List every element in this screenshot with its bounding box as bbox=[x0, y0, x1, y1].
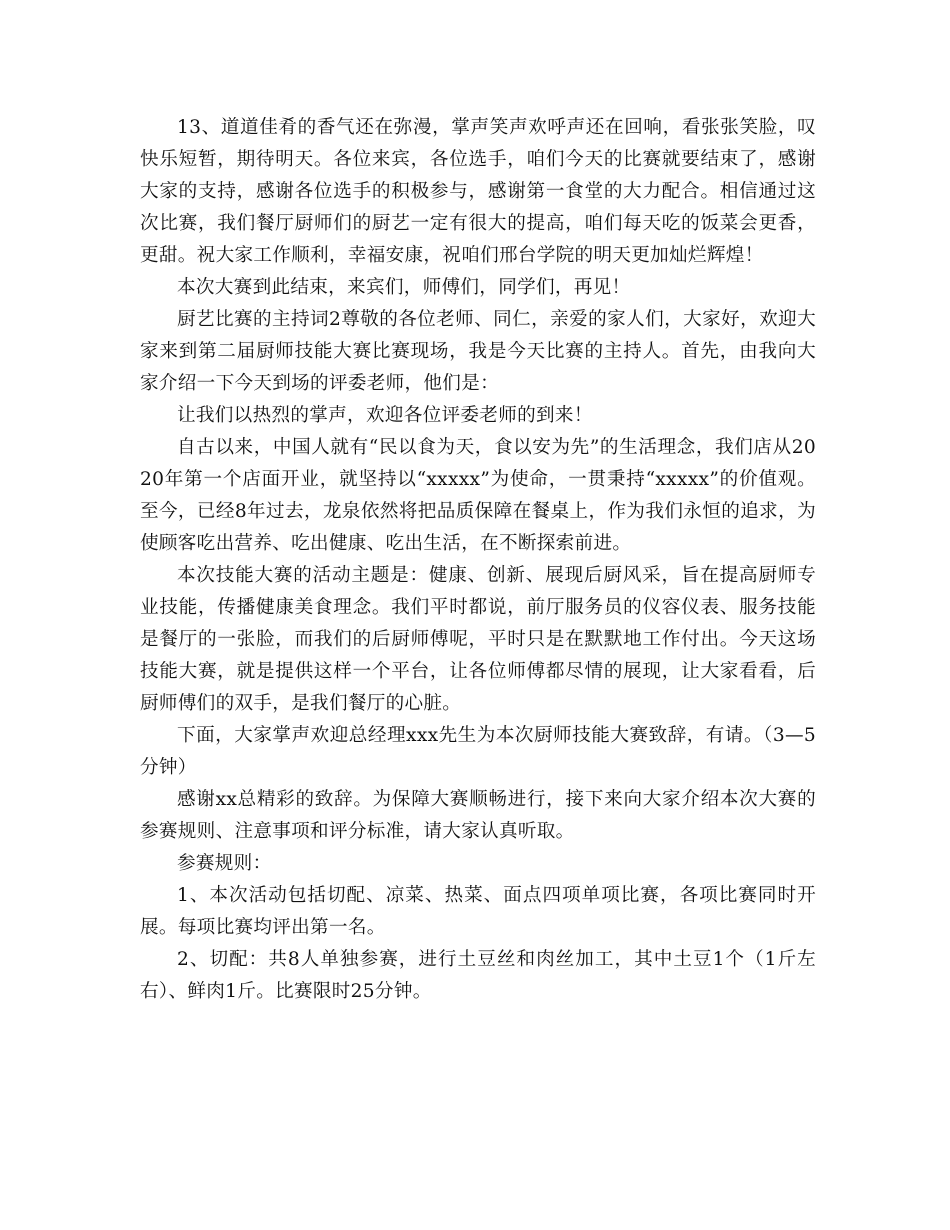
paragraph-contest-theme: 本次技能大赛的活动主题是：健康、创新、展现后厨风采，旨在提高厨师专业技能，传播健康美食理念。我们平时都说，前厅服务员的仪容仪表、服务技能是餐厅的一张脸，而我们的后厨师傅呢，平时只是在默默地工作付出。今天这场技能大赛，就是提供这样一个平台，让各位师傅都尽情的展现，让大家看看，后厨师傅们的双手，是我们餐厅的心脏。 bbox=[140, 565, 816, 714]
paragraph-host-opening: 厨艺比赛的主持词2尊敬的各位老师、同仁，亲爱的家人们，大家好，欢迎大家来到第二届厨师技能大赛比赛现场，我是今天比赛的主持人。首先，由我向大家介绍一下今天到场的评委老师，他们是： bbox=[140, 309, 816, 394]
paragraph-manager-speech: 下面，大家掌声欢迎总经理xxx先生为本次厨师技能大赛致辞，有请。（3—5分钟） bbox=[140, 725, 816, 778]
paragraph-company-intro: 自古以来，中国人就有“民以食为天，食以安为先”的生活理念，我们店从2020年第一个店面开业，就坚持以“xxxxx”为使命，一贯秉持“xxxxx”的价值观。至今，已经8年过去，龙泉依然将把品质保障在餐桌上，作为我们永恒的追求，为使顾客吃出营养、吃出健康、吃出生活，在不断探索前进。 bbox=[140, 437, 816, 554]
paragraph-rules-heading: 参赛规则： bbox=[177, 853, 272, 874]
paragraph-rule-1: 1、本次活动包括切配、凉菜、热菜、面点四项单项比赛，各项比赛同时开展。每项比赛均评出第一名。 bbox=[140, 885, 816, 938]
paragraph-welcome-judges: 让我们以热烈的掌声，欢迎各位评委老师的到来！ bbox=[177, 405, 593, 426]
paragraph-rules-intro: 感谢xx总精彩的致辞。为保障大赛顺畅进行，接下来向大家介绍本次大赛的参赛规则、注意事项和评分标准，请大家认真听取。 bbox=[140, 789, 816, 842]
document-page bbox=[140, 112, 816, 1008]
paragraph-closing-remarks: 13、道道佳肴的香气还在弥漫，掌声笑声欢呼声还在回响，看张张笑脸，叹快乐短暂，期待明天。各位来宾，各位选手，咱们今天的比赛就要结束了，感谢大家的支持，感谢各位选手的积极参与，感谢第一食堂的大力配合。相信通过这次比赛，我们餐厅厨师们的厨艺一定有很大的提高，咱们每天吃的饭菜会更香，更甜。祝大家工作顺利，幸福安康，祝咱们邢台学院的明天更加灿烂辉煌！ bbox=[140, 117, 816, 266]
paragraph-rule-2: 2、切配：共8人单独参赛，进行土豆丝和肉丝加工，其中土豆1个（1斤左右）、鲜肉1斤。比赛限时25分钟。 bbox=[140, 949, 816, 1002]
paragraph-farewell: 本次大赛到此结束，来宾们，师傅们，同学们，再见！ bbox=[177, 277, 631, 298]
